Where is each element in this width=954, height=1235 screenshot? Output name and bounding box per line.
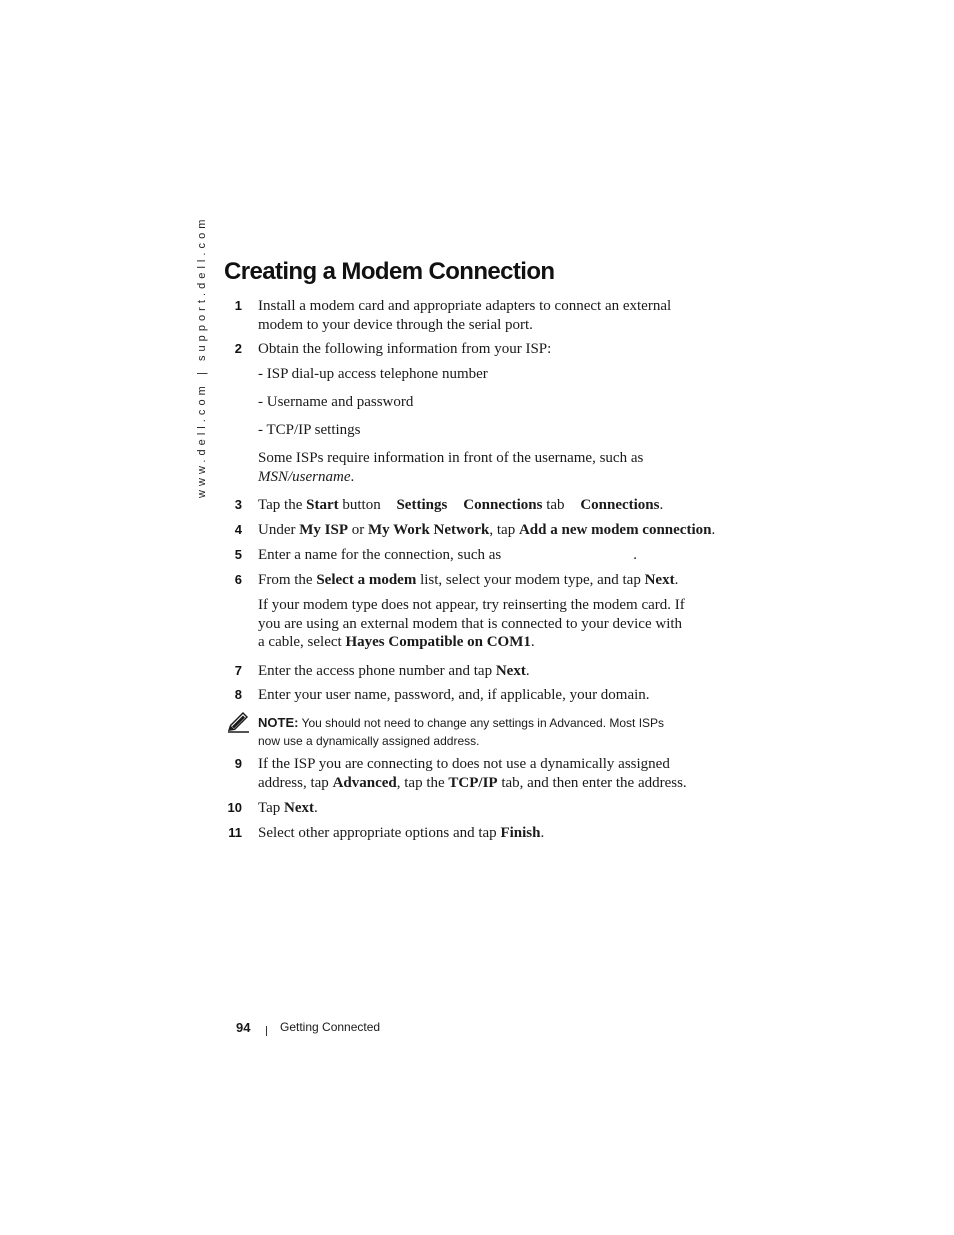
step-6-para-line-3 (258, 633, 703, 652)
isp-note-line-2 (258, 468, 703, 487)
msn-prefix: MSN/ (258, 468, 293, 485)
text-run: Tap the (258, 497, 307, 513)
period: . (711, 522, 716, 538)
step-6-para-line-1: If your modem type does not appear, try reinserting the modem card. If (258, 597, 685, 613)
step-9-text (258, 755, 703, 792)
step-number: 3 (234, 497, 242, 512)
step-number: 7 (234, 663, 242, 678)
step-number: 1 (234, 298, 242, 313)
text-run: button (338, 497, 385, 513)
footer-chapter-title: Getting Connected (280, 1020, 381, 1034)
page-title: Creating a Modem Connection (224, 258, 555, 285)
period: . (659, 497, 664, 513)
text-run: Enter the access phone number and tap (258, 663, 496, 679)
step-10-text (258, 799, 703, 818)
period: . (314, 800, 318, 816)
hayes-term: Hayes Compatible on COM1 (345, 634, 531, 650)
step-3-text (258, 496, 703, 515)
step-1-text (258, 297, 703, 334)
step-11-text (258, 824, 703, 843)
step-2-text: Obtain the following information from your ISP: (258, 341, 552, 357)
step-9-line-2 (258, 774, 703, 793)
text-run: From the (258, 572, 317, 588)
period: . (350, 468, 355, 485)
next-term: Next (284, 800, 315, 816)
text-run: , tap (489, 522, 519, 538)
pencil-note-icon (226, 711, 250, 733)
text-run: Select other appropriate options and tap (258, 825, 501, 841)
text-run: , tap the (396, 774, 449, 791)
text-run: or (348, 522, 368, 538)
period: . (530, 634, 535, 650)
period: . (633, 547, 637, 563)
step-9-line-1: If the ISP you are connecting to does not use a dynamically assigned (258, 756, 670, 772)
connections-tab-term: Connections (463, 497, 543, 513)
bullet-item: - ISP dial-up access telephone number (258, 366, 488, 382)
next-term: Next (644, 572, 675, 588)
tcpip-term: TCP/IP (448, 774, 498, 791)
period: . (540, 825, 545, 841)
next-term: Next (495, 663, 526, 679)
select-modem-term: Select a modem (316, 572, 417, 588)
bullet-item: - Username and password (258, 394, 414, 410)
step-number: 11 (228, 825, 242, 840)
start-term: Start (306, 497, 339, 513)
step-6-paragraph (258, 596, 703, 652)
step-number: 9 (234, 756, 242, 771)
note-line-2: now use a dynamically assigned address. (258, 734, 480, 748)
footer-divider (266, 1026, 267, 1036)
my-isp-term: My ISP (299, 522, 348, 538)
my-work-network-term: My Work Network (368, 522, 490, 538)
step-1-line-1: Install a modem card and appropriate adapters to connect an external (258, 298, 672, 314)
step-6-para-line-2: you are using an external modem that is connected to your device with (258, 615, 683, 632)
text-run: Under (258, 522, 300, 538)
period: . (674, 572, 679, 588)
step-1-line-2: modem to your device through the serial port. (258, 316, 533, 333)
step-number: 10 (227, 800, 242, 815)
step-number: 2 (234, 341, 242, 356)
step-number: 5 (234, 547, 242, 562)
text-run: Enter a name for the connection, such as (258, 547, 502, 563)
text-run: You should not need to change any settings in (298, 716, 550, 730)
step-number: 4 (234, 522, 242, 537)
period: . (525, 663, 530, 679)
text-run: a cable, select (258, 634, 346, 650)
text-run: address, tap (258, 774, 333, 791)
bullet-item: - TCP/IP settings (258, 422, 361, 438)
settings-term: Settings (396, 497, 448, 513)
isp-note-paragraph (258, 449, 703, 486)
add-modem-connection-term: Add a new modem connection (518, 522, 712, 538)
username-text: username (292, 468, 351, 485)
step-number: 6 (234, 572, 242, 587)
note-line-1 (258, 714, 698, 732)
step-6-text (258, 571, 703, 590)
text-run: tab (542, 497, 569, 513)
isp-note-line-1: Some ISPs require information in front of the username, such as (258, 450, 644, 466)
side-url: www.dell.com | support.dell.com (196, 215, 208, 498)
text-run: Tap (258, 800, 285, 816)
advanced-term: Advanced (332, 774, 397, 791)
step-5-text (258, 546, 703, 565)
page-number: 94 (236, 1020, 251, 1035)
note-box (258, 714, 698, 750)
note-label: NOTE: (258, 715, 299, 730)
advanced-term: Advanced (549, 716, 603, 730)
text-run: tab, and then enter the address. (497, 774, 687, 791)
finish-term: Finish (500, 825, 541, 841)
step-number: 8 (234, 687, 242, 702)
step-7-text (258, 662, 703, 681)
text-run: . Most ISPs (602, 716, 665, 730)
step-4-text (258, 521, 716, 540)
text-run: list, select your modem type, and tap (416, 572, 645, 588)
connections-term: Connections (580, 497, 660, 513)
step-8-text: Enter your user name, password, and, if applicable, your domain. (258, 687, 650, 703)
